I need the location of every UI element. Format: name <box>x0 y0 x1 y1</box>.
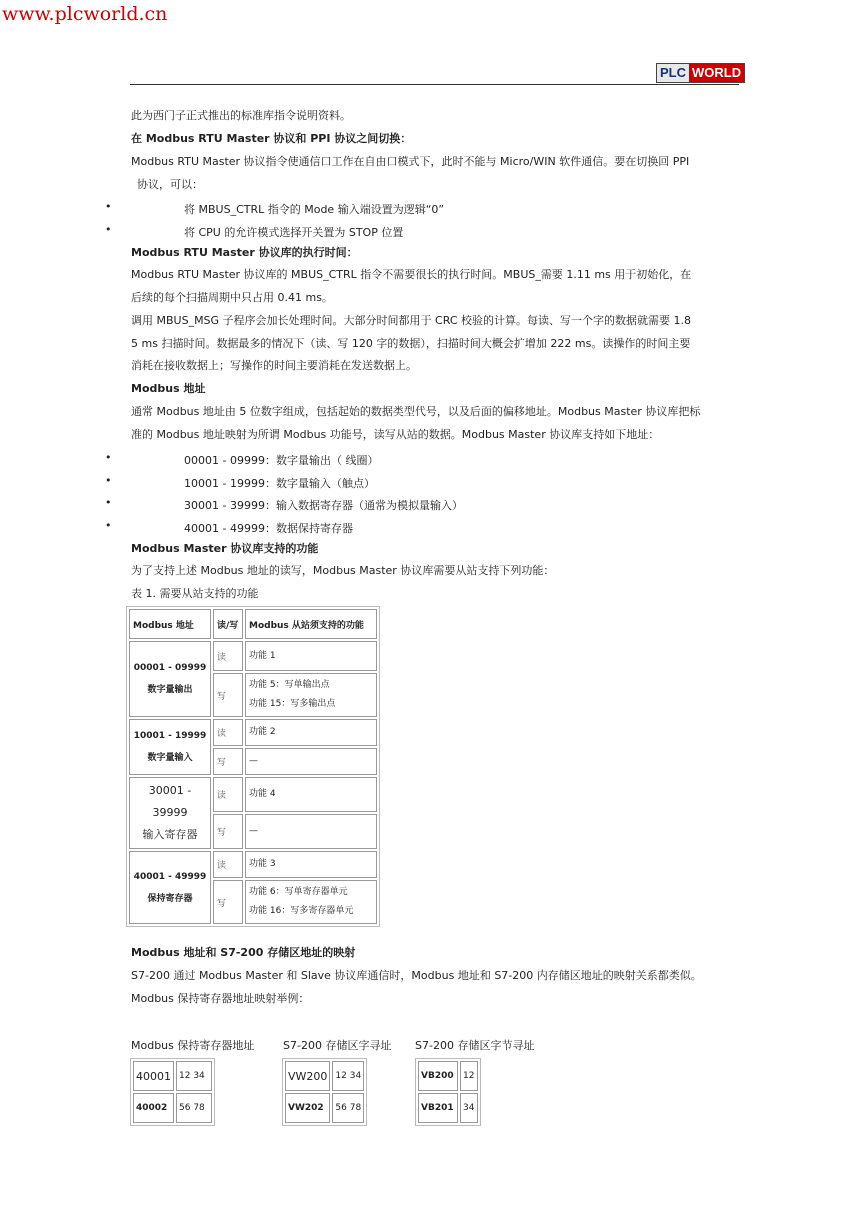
address-cell: 40001 <box>133 1061 174 1091</box>
bullet-icon: • <box>105 519 112 532</box>
map-label-modbus: Modbus 保持寄存器地址 <box>131 1039 255 1052</box>
header-cell: Modbus 从站须支持的功能 <box>245 609 377 639</box>
map-label-word: S7-200 存储区字寻址 <box>283 1039 392 1052</box>
function-line: 功能 5：写单输出点 <box>249 680 330 690</box>
heading-execution-time: Modbus RTU Master 协议库的执行时间： <box>131 246 358 259</box>
map-label-byte: S7-200 存储区字节寻址 <box>415 1039 535 1052</box>
read-cell: 读 <box>213 719 243 746</box>
function-cell: — <box>245 814 377 849</box>
paragraph-2-line-2: 后续的每个扫描周期中只占用 0.41 ms。 <box>131 291 333 304</box>
value-cell: 12 34 <box>332 1061 364 1091</box>
paragraph-2-line-1: Modbus RTU Master 协议库的 MBUS_CTRL 指令不需要很长的执行时间。MBUS_需要 1.11 ms 用于初始化，在 <box>131 268 692 281</box>
bullet-item: 40001 - 49999：数据保持寄存器 <box>184 522 353 535</box>
address-cell: VW202 <box>285 1093 330 1123</box>
address-range: 10001 - 19999 <box>133 731 207 741</box>
value-cell: 12 34 <box>176 1061 212 1091</box>
table-header-row <box>129 609 377 639</box>
function-cell: 功能 1 <box>245 641 377 671</box>
logo-part-world: WORLD <box>689 64 744 82</box>
value-cell: 56 78 <box>332 1093 364 1123</box>
paragraph-6-line-1: S7-200 通过 Modbus Master 和 Slave 协议库通信时，Modbus 地址和 S7-200 内存储区地址的映射关系都类似。 <box>131 969 702 982</box>
paragraph-4-line-2: 准的 Modbus 地址映射为所谓 Modbus 功能号，读写从站的数据。Modbus Master 协议库支持如下地址： <box>131 428 660 441</box>
table-row <box>129 851 377 878</box>
address-type: 数字量输出 <box>147 685 193 695</box>
table-row <box>418 1061 478 1091</box>
write-cell: 写 <box>213 748 243 775</box>
bullet-icon: • <box>105 474 112 487</box>
heading-modbus-address: Modbus 地址 <box>131 382 206 395</box>
function-line: 功能 16：写多寄存器单元 <box>249 906 354 916</box>
modbus-register-table <box>130 1058 215 1126</box>
paragraph-1-line-1: Modbus RTU Master 协议指令使通信口工作在自由口模式下，此时不能与 Micro/WIN 软件通信。要在切换回 PPI <box>131 155 690 168</box>
address-cell: VB201 <box>418 1093 458 1123</box>
heading-protocol-switch: 在 Modbus RTU Master 协议和 PPI 协议之间切换： <box>131 132 412 145</box>
plcworld-logo <box>656 63 745 83</box>
function-cell <box>245 880 377 924</box>
function-cell <box>245 673 377 717</box>
address-range: 30001 - 39999 <box>148 784 192 819</box>
function-cell: 功能 2 <box>245 719 377 746</box>
function-cell: 功能 4 <box>245 777 377 812</box>
address-type: 输入寄存器 <box>142 828 198 841</box>
table-row <box>129 777 377 812</box>
heading-address-mapping: Modbus 地址和 S7-200 存储区地址的映射 <box>131 946 356 959</box>
paragraph-4-line-1: 通常 Modbus 地址由 5 位数字组成，包括起始的数据类型代号，以及后面的偏移地址。Modbus Master 协议库把标 <box>131 405 701 418</box>
function-cell: 功能 3 <box>245 851 377 878</box>
bullet-item: 将 MBUS_CTRL 指令的 Mode 输入端设置为逻辑“0” <box>184 203 445 216</box>
byte-address-table <box>415 1058 481 1126</box>
address-range: 40001 - 49999 <box>133 871 207 882</box>
paragraph-1-line-2: 协议，可以： <box>137 178 203 191</box>
header-rule <box>130 84 739 85</box>
table-row <box>133 1061 212 1091</box>
bullet-icon: • <box>105 451 112 464</box>
bullet-item: 30001 - 39999：输入数据寄存器（通常为模拟量输入） <box>184 499 463 512</box>
address-cell: VB200 <box>418 1061 458 1091</box>
bullet-item: 00001 - 09999：数字量输出（ 线圈） <box>184 454 379 467</box>
read-cell: 读 <box>213 851 243 878</box>
value-cell: 12 <box>460 1061 478 1091</box>
table-row <box>285 1061 364 1091</box>
function-line: 功能 6：写单寄存器单元 <box>249 887 348 897</box>
bullet-icon: • <box>105 223 112 236</box>
paragraph-6-line-2: Modbus 保持寄存器地址映射举例： <box>131 992 310 1005</box>
address-cell: 40002 <box>133 1093 174 1123</box>
header-cell: 读/写 <box>213 609 243 639</box>
read-cell: 读 <box>213 777 243 812</box>
value-cell: 34 <box>460 1093 478 1123</box>
address-range: 00001 - 09999 <box>133 663 207 673</box>
paragraph-3-line-2: 5 ms 扫描时间。数据最多的情况下（读、写 120 字的数据），扫描时间大概会扩增加 222 ms。读操作的时间主要 <box>131 337 691 350</box>
bullet-item: 将 CPU 的允许模式选择开关置为 STOP 位置 <box>184 226 404 239</box>
table-row <box>285 1093 364 1123</box>
paragraph-3-line-3: 消耗在接收数据上；写操作的时间主要消耗在发送数据上。 <box>131 359 417 372</box>
function-cell: — <box>245 748 377 775</box>
function-table <box>126 606 380 927</box>
bullet-icon: • <box>105 496 112 509</box>
value-cell: 56 78 <box>176 1093 212 1123</box>
word-address-table <box>282 1058 367 1126</box>
address-cell <box>129 641 211 717</box>
address-type: 保持寄存器 <box>147 893 193 904</box>
intro-text: 此为西门子正式推出的标准库指令说明资料。 <box>131 109 351 122</box>
site-link[interactable]: www.plcworld.cn <box>2 3 168 25</box>
table-row <box>129 719 377 746</box>
header-cell: Modbus 地址 <box>129 609 211 639</box>
table-row <box>129 641 377 671</box>
write-cell: 写 <box>213 673 243 717</box>
paragraph-5: 为了支持上述 Modbus 地址的读写，Modbus Master 协议库需要从站支持下列功能： <box>131 564 555 577</box>
bullet-item: 10001 - 19999：数字量输入（触点） <box>184 477 375 490</box>
address-type: 数字量输入 <box>147 753 193 763</box>
table-caption: 表 1. 需要从站支持的功能 <box>131 587 259 600</box>
address-cell <box>129 777 211 849</box>
bullet-icon: • <box>105 200 112 213</box>
table-row <box>133 1093 212 1123</box>
logo-part-plc: PLC <box>657 64 689 82</box>
table-row <box>418 1093 478 1123</box>
address-cell <box>129 719 211 775</box>
heading-supported-functions: Modbus Master 协议库支持的功能 <box>131 542 319 555</box>
function-line: 功能 15：写多输出点 <box>249 699 336 709</box>
write-cell: 写 <box>213 814 243 849</box>
paragraph-3-line-1: 调用 MBUS_MSG 子程序会加长处理时间。大部分时间都用于 CRC 校验的计算。每读、写一个字的数据就需要 1.8 <box>131 314 691 327</box>
read-cell: 读 <box>213 641 243 671</box>
address-cell <box>129 851 211 924</box>
address-cell: VW200 <box>285 1061 330 1091</box>
write-cell: 写 <box>213 880 243 924</box>
